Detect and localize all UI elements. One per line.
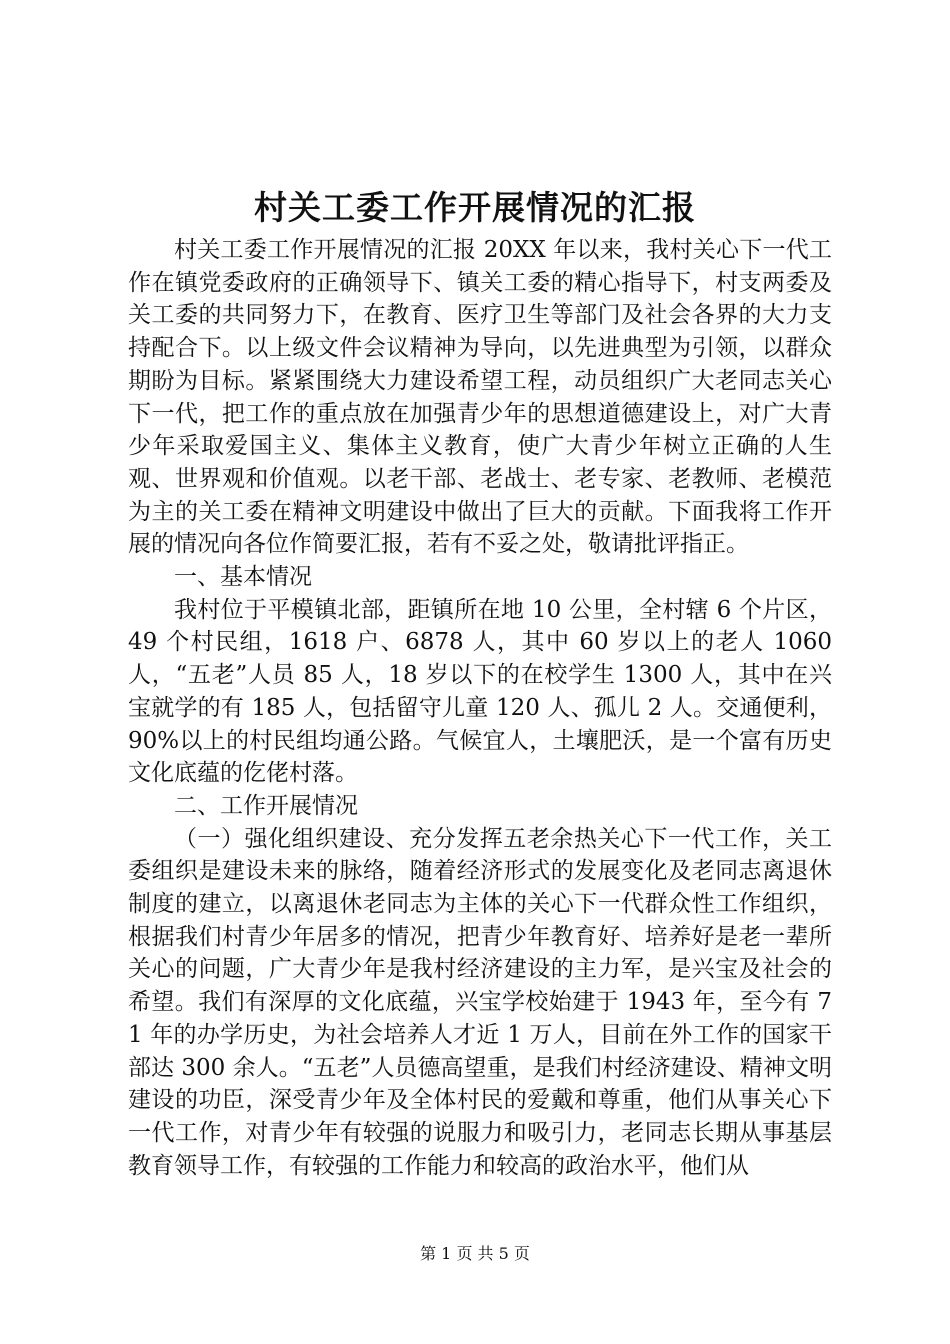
paragraph-work-progress: （一）强化组织建设、充分发挥五老余热关心下一代工作，关工委组织是建设未来的脉络，随着经济形式的发展变化及老同志离退休制度的建立，以离退休老同志为主体的关心下一代群众性工作组织，根据我们村青少年居多的情况，把青少年教育好、培养好是老一辈所关心的问题，广大青少年是我村经济建设的主力军，是兴宝及社会的希望。我们有深厚的文化底蕴，兴宝学校始建于 1943 年，至今有 71 年的办学历史，为社会培养人才近 1 万人，目前在外工作的国家干部达 300 余人。“五老”人员德高望重，是我们村经济建设、精神文明建设的功臣，深受青少年及全体村民的爱戴和尊重，他们从事关心下一代工作，对青少年有较强的说服力和吸引力，老同志长期从事基层教育领导工作，有较强的工作能力和较高的政治水平，他们从: [128, 825, 832, 1179]
paragraph-intro: 村关工委工作开展情况的汇报 20XX 年以来，我村关心下一代工作在镇党委政府的正确领导下、镇关工委的精心指导下，村支两委及关工委的共同努力下，在教育、医疗卫生等部门及社会各界的大力支持配合下。以上级文件会议精神为导向，以先进典型为引领，以群众期盼为目标。紧紧围绕大力建设希望工程，动员组织广大老同志关心下一代，把工作的重点放在加强青少年的思想道德建设上，对广大青少年采取爱国主义、集体主义教育，使广大青少年树立正确的人生观、世界观和价值观。以老干部、老战士、老专家、老教师、老模范为主的关工委在精神文明建设中做出了巨大的贡献。下面我将工作开展的情况向各位作简要汇报，若有不妥之处，敬请批评指正。: [128, 237, 832, 558]
page-footer: 第 1 页 共 5 页: [420, 1244, 530, 1263]
section-heading-work-progress: 二、工作开展情况: [174, 792, 358, 819]
section-heading-basic-info: 一、基本情况: [174, 564, 312, 591]
paragraph-basic-info: 我村位于平模镇北部，距镇所在地 10 公里，全村辖 6 个片区，49 个村民组，1618 户、6878 人，其中 60 岁以上的老人 1060 人，“五老”人员 85 人，18 岁以下的在校学生 1300 人，其中在兴宝就学的有 185 人，包括留守儿童 120 人、孤儿 2 人。交通便利，90%以上的村民组均通公路。气候宜人，土壤肥沃，是一个富有历史文化底蕴的仡佬村落。: [128, 596, 832, 787]
document-title: 村关工委工作开展情况的汇报: [254, 188, 696, 227]
document-body: [128, 234, 832, 1182]
